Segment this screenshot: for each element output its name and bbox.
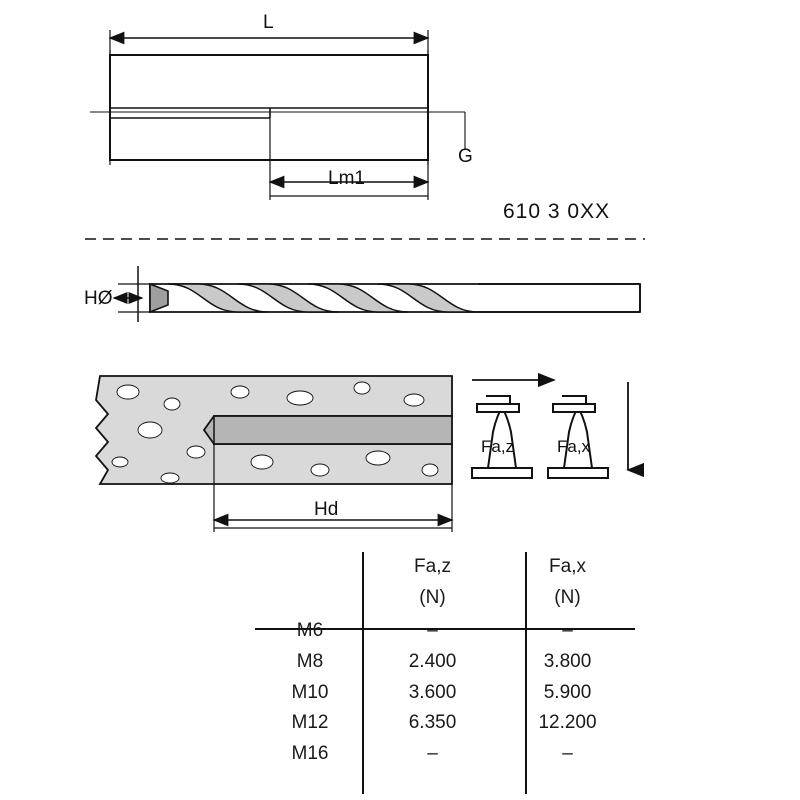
cell-fa-x: 3.800 <box>543 650 592 672</box>
load-values-table <box>255 552 635 769</box>
table-row <box>255 739 635 770</box>
table-header-fa-z: Fa,z <box>414 556 451 577</box>
cell-fa-x: 5.900 <box>543 681 592 703</box>
cell-size: M8 <box>296 650 324 672</box>
table-unit-fa-z: (N) <box>419 586 446 608</box>
table-header-size <box>255 552 365 583</box>
cell-fa-x: – <box>562 620 573 642</box>
table-unit-fa-x: (N) <box>554 586 581 608</box>
table-body <box>255 616 635 769</box>
table-row <box>255 616 635 647</box>
cell-size: M12 <box>291 712 329 734</box>
cell-size: M6 <box>296 620 324 642</box>
cell-fa-z: 6.350 <box>408 712 457 734</box>
label-drill-diameter: HØ <box>84 288 113 309</box>
label-load-shear: Fa,x <box>557 437 591 456</box>
cell-fa-x: – <box>562 742 573 764</box>
cell-size: M16 <box>291 742 329 764</box>
part-number: 610 3 0XX <box>503 200 611 223</box>
table-row <box>255 647 635 678</box>
label-total-length: L <box>263 12 274 33</box>
cell-fa-z: – <box>427 742 438 764</box>
label-thread: G <box>458 146 473 167</box>
cell-fa-x: 12.200 <box>538 712 597 734</box>
table-row <box>255 708 635 739</box>
anchor-rod-side-view <box>90 30 465 200</box>
load-symbols <box>472 380 628 478</box>
table-head <box>255 552 635 616</box>
table-unit-size <box>255 583 365 617</box>
cell-fa-z: 3.600 <box>408 681 457 703</box>
cell-size: M10 <box>291 681 329 703</box>
table-row <box>255 678 635 709</box>
drill-bit-view <box>114 266 640 322</box>
label-hole-depth: Hd <box>314 499 339 520</box>
label-thread-length: Lm1 <box>328 168 365 189</box>
table-header-fa-x: Fa,x <box>549 556 586 577</box>
table-unit-row <box>255 583 635 617</box>
cell-fa-z: 2.400 <box>408 650 457 672</box>
cell-fa-z: – <box>427 620 438 642</box>
table-header-row <box>255 552 635 583</box>
label-load-axial: Fa,z <box>481 437 515 456</box>
concrete-section-view <box>96 376 452 532</box>
